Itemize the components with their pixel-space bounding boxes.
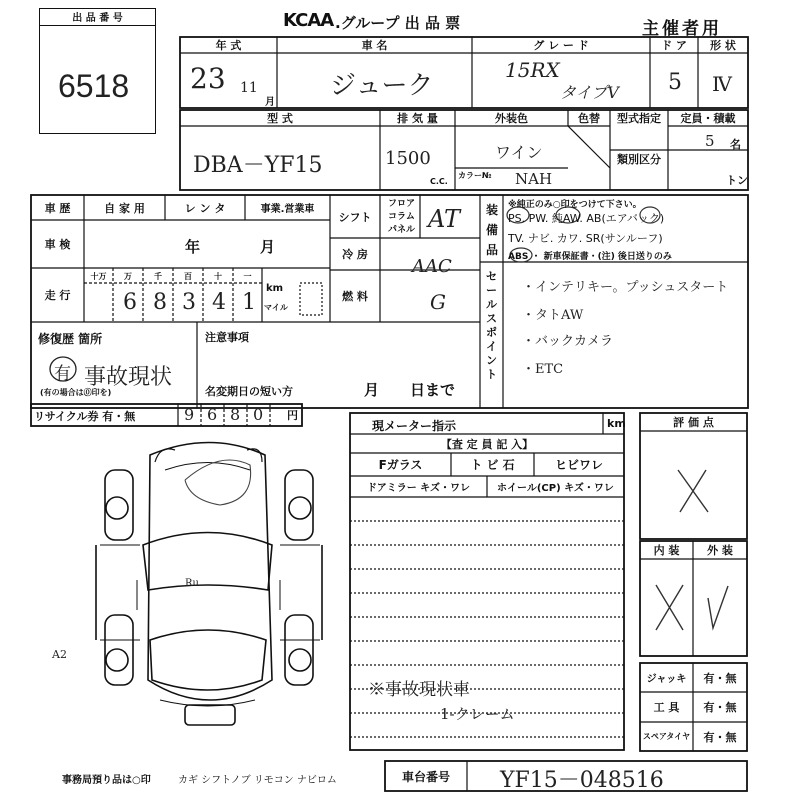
form-title: .グループ 出 品 票 [335,14,461,32]
recycle-yen: 円 [287,409,298,422]
fuel-value: G [430,290,446,314]
load-unit: トン [726,174,748,187]
unit-1k: 千 [154,271,162,281]
tobiishi-label: ト ビ 石 [470,458,515,472]
label-mileage: 走 行 [44,289,71,302]
repair-value: 事故現状 [84,365,173,390]
shift-floor: フロア [388,199,416,209]
exterior-label: 外 装 [707,544,733,557]
year-value: 23 [190,62,226,95]
spare-label: スペアタイヤ [642,732,691,741]
mileage-digit-1k: 8 [153,290,167,315]
grade-line1: 15RX [505,58,560,82]
name-change-label: 名変期日の短い方 [205,385,293,398]
label-ac: 冷 房 [342,248,368,261]
mileage-digit-100: 3 [182,290,196,315]
shift-value: AT [428,205,461,233]
remark-2: 1-クレーム [440,705,515,723]
label-business: 事業.営業車 [260,204,315,215]
equipment-side-label: 装 備 品 [486,203,499,257]
remark-1: ※事故現状車 [368,680,470,700]
label-displacement: 排 気 量 [397,112,438,125]
label-capacity: 定員・積載 [680,112,736,125]
chassis-label: 車台番号 [401,769,450,784]
recycle-digit-2: 6 [207,405,218,424]
capacity-unit: 名 [730,138,741,151]
label-ext-color: 外装色 [495,112,528,125]
unit-10k: 万 [124,271,132,281]
repair-label: 修復歴 箇所 [38,332,103,346]
office-note: 事務局預り品は○印 [62,775,151,786]
repair-note: (有の場合は⓪印を) [40,388,112,397]
unit-10: 十 [214,271,222,281]
door-mirror-label: ドアミラー キズ・ワレ [367,483,470,494]
recycle-digit-3: 8 [230,405,241,424]
f-glass-label: Fガラス [378,458,423,472]
inspection-year-unit: 年 [185,238,201,256]
type-value: DBA－YF15 [193,153,323,178]
unit-1: 一 [243,271,252,281]
score-label: 評 価 点 [673,416,714,429]
sales-point-4: ・ETC [522,362,564,377]
jack-value: 有・無 [703,671,737,685]
lot-number-value: 6518 [58,68,130,104]
diagram-a2-label: A2 [52,648,67,661]
equipment-row1: PS. PW. 純AW. AB(エアバック) [508,212,665,225]
month-unit: 月 [265,97,275,108]
diagram-mark-label: Ru [185,578,199,589]
kcaa-logo: KCAA [283,10,334,31]
label-shift: シフト [338,210,372,224]
label-shape: 形 状 [710,39,736,52]
displacement-value: 1500 [385,148,431,169]
sales-point-2: ・タトAW [522,308,584,323]
notes-label: 注意事項 [205,331,249,344]
label-type: 型 式 [267,112,293,125]
month-value: 11 [240,80,258,96]
mileage-digit-10: 4 [212,290,226,315]
sales-point-1: ・インテリキー。プッシュスタート [522,280,729,295]
copy-type: 主催者用 [642,19,722,39]
hibiware-label: ヒビワレ [554,458,603,472]
spare-value: 有・無 [703,730,737,744]
label-type-designation: 型式指定 [617,112,661,125]
cc-unit: C.C. [430,177,448,186]
car-diagram [96,443,322,726]
name-change-day: 日まで [410,381,456,399]
label-rental: レ ン タ [184,201,226,215]
meter-unit: km [607,417,626,430]
mileage-digit-10k: 6 [123,290,137,315]
tool-value: 有・無 [703,701,737,714]
sales-point-3: ・バックカメラ [522,334,614,349]
model-value: ジューク [330,71,434,101]
sales-points-side-label: セールスポイント [486,270,497,381]
label-inspection: 車 検 [44,238,71,251]
recycle-digit-1: 9 [184,405,195,424]
label-model: 車 名 [361,39,388,52]
tool-label: 工 具 [653,701,680,714]
km-unit: km [266,283,284,294]
jack-label: ジャッキ [646,674,687,685]
recycle-digit-4: 0 [253,405,264,424]
shape-value: Ⅳ [712,72,732,96]
meter-label: 現メーター指示 [372,419,457,433]
equipment-note: ※純正のみ○印をつけて下さい。 [508,200,642,210]
capacity-value: 5 [705,132,715,150]
inspection-month-unit: 月 [260,238,276,256]
label-grade: グ レ ー ド [533,39,589,52]
recycle-label: リサイクル券 有・無 [34,410,136,423]
name-change-month: 月 [364,381,380,399]
label-category: 類別区分 [617,153,661,166]
repair-mark: 有 [54,364,71,384]
label-record: 車 歴 [44,201,71,215]
color-value: ワイン [495,143,543,162]
lot-number-label: 出 品 番 号 [72,13,123,24]
unit-100: 百 [184,271,192,281]
equipment-row2: TV. ナビ. カワ. SR(サンルーフ) [508,232,663,245]
inspector-title: 【査 定 員 記 入】 [440,437,534,451]
label-fuel: 燃 料 [342,290,368,303]
label-color-change: 色替 [578,112,600,125]
interior-label: 内 装 [653,544,680,557]
equipment-row3: ABS ・ 新車保証書・(注) 後日送りのみ [508,252,672,262]
ac-value: AAC [412,256,452,277]
mile-unit: マイル [264,303,288,312]
grade-line2: タイプⅤ [560,83,619,102]
mileage-digit-1: 1 [242,290,256,315]
label-doors: ド ア [661,39,687,52]
label-year: 年 式 [215,39,242,52]
wheel-label: ホイール(CP) キズ・ワレ [497,483,614,494]
office-items: カギ シフトノブ リモコン ナビロム [178,775,337,786]
unit-100k: 十万 [90,271,107,281]
color-code-value: NAH [515,170,553,188]
doors-value: 5 [668,70,682,95]
chassis-value: YF15－048516 [500,768,664,793]
shift-column: コラム [388,212,415,222]
label-own-use: 自 家 用 [104,201,145,215]
shift-panel: パネル [388,225,416,235]
color-no-label: カラー№ [458,171,492,180]
